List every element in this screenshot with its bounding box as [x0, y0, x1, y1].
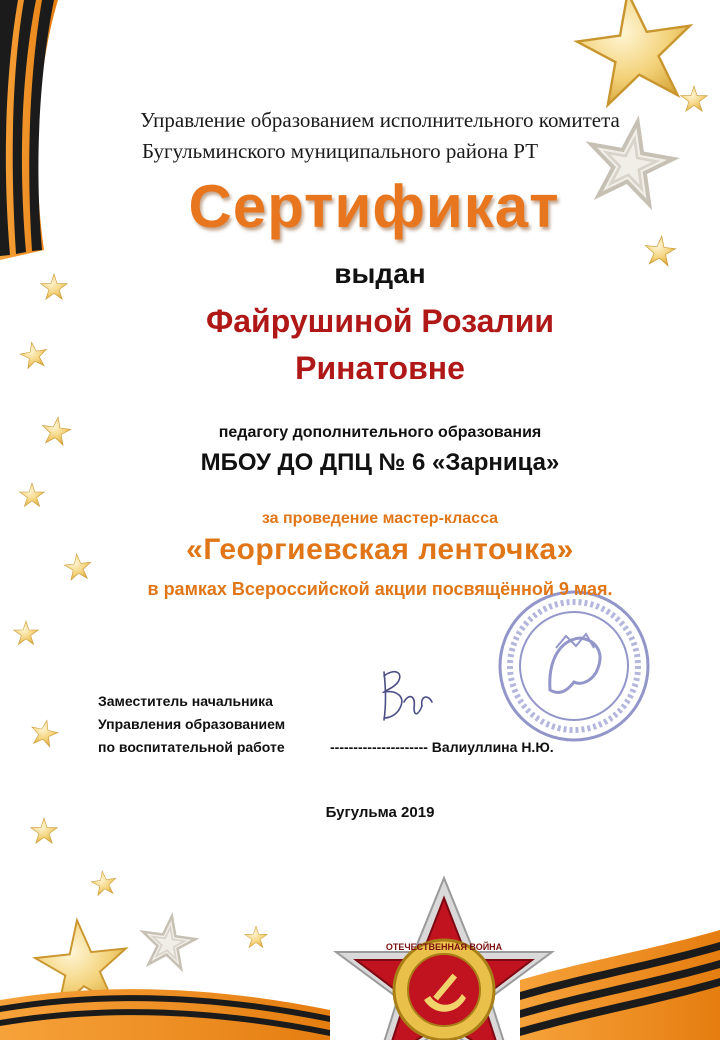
star-icon	[20, 483, 45, 507]
star-icon	[571, 0, 699, 108]
recipient-name-line-2: Ринатовне	[295, 350, 465, 386]
action-description: в рамках Всероссийской акции посвящённой 9 мая.	[147, 579, 613, 599]
order-of-patriotic-war-emblem	[336, 878, 552, 1040]
issued-label: выдан	[334, 258, 426, 289]
signature	[384, 672, 432, 720]
st-george-ribbon-bottom	[0, 930, 720, 1040]
issuer-line-1: Управление образованием исполнительного комитета	[140, 108, 620, 132]
official-stamp	[500, 592, 648, 740]
issuer-line-2: Бугульминского муниципального района РТ	[141, 139, 539, 163]
signatory-title-line-2: Управления образованием	[98, 716, 286, 732]
recipient-name-line-1: Файрушиной Розалии	[205, 303, 555, 339]
star-icon	[90, 869, 118, 896]
star-icon	[31, 818, 58, 843]
star-icon	[138, 913, 198, 971]
star-icon	[29, 718, 60, 748]
organization-name: МБОУ ДО ДПЦ № 6 «Зарница»	[200, 449, 560, 476]
star-icon	[14, 621, 39, 645]
star-icon	[245, 926, 268, 948]
master-class-title: «Георгиевская ленточка»	[186, 533, 574, 566]
certificate-title: Сертификат	[188, 173, 560, 240]
svg-text:ОТЕЧЕСТВЕННАЯ ВОЙНА: ОТЕЧЕСТВЕННАЯ ВОЙНА	[385, 942, 503, 952]
recipient-position: педагогу дополнительного образования	[218, 424, 542, 441]
reason-text: за проведение мастер-класса	[261, 510, 499, 527]
signatory-name: --------------------- Валиуллина Н.Ю.	[330, 739, 554, 755]
signatory-title-line-1: Заместитель начальника	[98, 693, 273, 709]
city-year: Бугульма 2019	[325, 804, 435, 821]
signatory-title-line-3: по воспитательной работе	[98, 739, 285, 755]
